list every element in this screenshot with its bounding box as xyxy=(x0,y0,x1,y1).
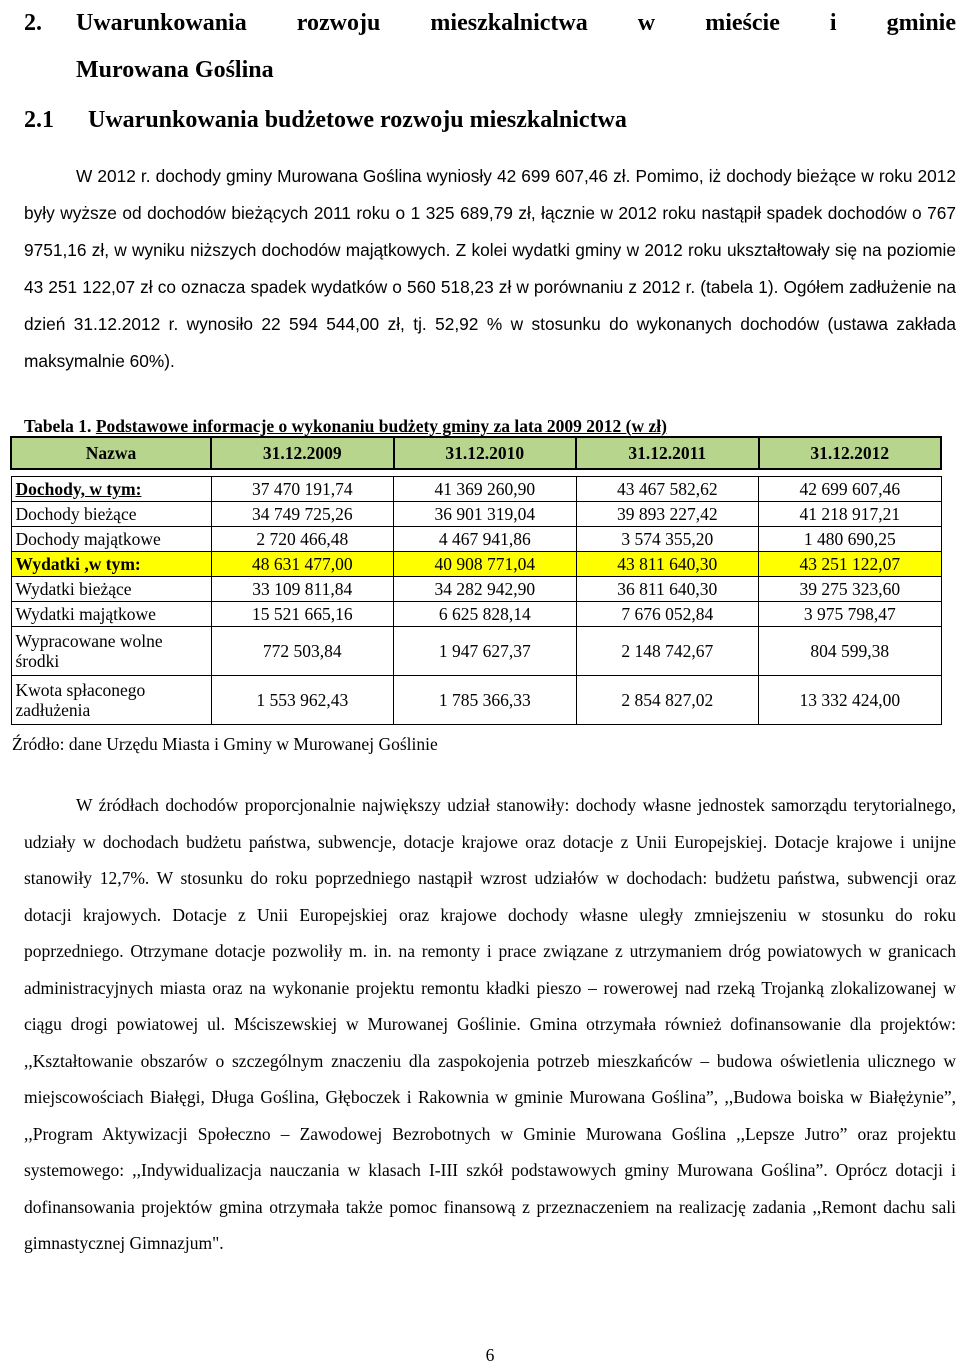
table-cell: 2 854 827,02 xyxy=(576,676,759,725)
table-cell: 39 893 227,42 xyxy=(576,502,759,527)
section-title-line1: Uwarunkowania rozwoju mieszkalnictwa w mieście i gminie xyxy=(76,10,956,36)
table-header-row xyxy=(11,437,941,469)
row-label: Dochody bieżące xyxy=(11,502,211,527)
body-paragraph: W źródłach dochodów proporcjonalnie największy udział stanowiły: dochody własne jednostek samorządu terytorialnego, udziały w dochodach budżetu państwa, subwencje, dotacje krajowe oraz dotacje z Unii Europejskiej. Dotacje krajowe i unijne stanowiły 12,7%. W stosunku do roku poprzedniego nastąpił wzrost udziałów w dochodach: budżetu państwa, subwencji oraz dotacji krajowych. Dotacje z Unii Europejskiej oraz krajowe dochody własne uległy zmniejszeniu w stosunku do roku poprzedniego. Otrzymane dotacje pozwoliły m. in. na remonty i prace związane z utrzymaniem dróg powiatowych w granicach administracyjnych miasta oraz na wykonanie projektu remontu kładki pieszo – rowerowej nad rzeką Trojanką zlokalizowanej w ciągu drogi powiatowej ul. Mściszewskiej w Murowanej Goślinie. Gmina otrzymała również dofinansowanie dla projektów: ,,Kształtowanie obszarów o szczególnym znaczeniu dla zaspokojenia potrzeb mieszkańców – budowa oświetlenia ulicznego w miejscowościach Białęgi, Długa Goślina, Głęboczek i Rakownia w gminie Murowana Goślina”, ,,Budowa boiska w Białężynie”, ,,Program Aktywizacji Społeczno – Zawodowej Bezrobotnych w Gminie Murowana Goślina ,,Lepsze Jutro” oraz projektu systemowego: ,,Indywidualizacja nauczania w klasach I-III szkół podstawowych gminy Murowana Goślina”. Oprócz dotacji i dofinansowania projektów gmina otrzymała także pomoc finansową z przeznaczeniem na realizację zadania ,,Remont dachu sali gimnastycznej Gimnazjum". xyxy=(24,795,956,1253)
table-row xyxy=(11,502,941,527)
section-title-line2: Murowana Goślina xyxy=(76,57,274,83)
table-row xyxy=(11,577,941,602)
table-cell: 42 699 607,46 xyxy=(759,477,942,502)
budget-table xyxy=(10,436,942,725)
table-cell: 33 109 811,84 xyxy=(211,577,394,602)
row-label: Dochody majątkowe xyxy=(11,527,211,552)
row-label: Dochody, w tym: xyxy=(11,477,211,502)
column-header: 31.12.2009 xyxy=(211,437,394,469)
table-cell: 1 480 690,25 xyxy=(759,527,942,552)
table-cell: 41 369 260,90 xyxy=(394,477,577,502)
table-cell: 34 282 942,90 xyxy=(394,577,577,602)
table-cell: 13 332 424,00 xyxy=(759,676,942,725)
subsection-title: Uwarunkowania budżetowe rozwoju mieszkalnictwa xyxy=(88,107,627,133)
table-cell: 2 148 742,67 xyxy=(576,627,759,676)
table-cell: 43 251 122,07 xyxy=(759,552,942,577)
table-row xyxy=(11,527,941,552)
row-label: Wypracowane wolne środki xyxy=(11,627,211,676)
table-cell: 1 947 627,37 xyxy=(394,627,577,676)
table-row xyxy=(11,627,941,676)
row-label: Kwota spłaconego zadłużenia xyxy=(11,676,211,725)
row-label: Wydatki bieżące xyxy=(11,577,211,602)
table-caption xyxy=(24,416,667,436)
column-header: Nazwa xyxy=(11,437,211,469)
table-cell: 34 749 725,26 xyxy=(211,502,394,527)
subsection-heading xyxy=(24,100,627,140)
table-row-highlighted xyxy=(11,552,941,577)
table-cell: 1 553 962,43 xyxy=(211,676,394,725)
table-cell: 2 720 466,48 xyxy=(211,527,394,552)
table-cell: 7 676 052,84 xyxy=(576,602,759,627)
intro-paragraph: W 2012 r. dochody gminy Murowana Goślina wyniosły 42 699 607,46 zł. Pomimo, iż dochody bieżące w roku 2012 były wyższe od dochodów bieżących 2011 roku o 1 325 689,79 zł, łącznie w 2012 roku nastąpił spadek dochodów o 767 9751,16 zł, w wyniku niższych dochodów majątkowych. Z kolei wydatki gminy w 2012 roku ukształtowały się na poziomie 43 251 122,07 zł co oznacza spadek wydatków o 560 518,23 zł w porównaniu z 2012 r. (tabela 1). Ogółem zadłużenie na dzień 31.12.2012 r. wynosiło 22 594 544,00 zł, tj. 52,92 % w stosunku do wykonanych dochodów (ustawa zakłada maksymalnie 60%). xyxy=(24,166,956,371)
table-row xyxy=(11,477,941,502)
table-row xyxy=(11,676,941,725)
table-cell: 804 599,38 xyxy=(759,627,942,676)
section-heading xyxy=(24,0,956,94)
table-cell: 40 908 771,04 xyxy=(394,552,577,577)
table-cell: 3 574 355,20 xyxy=(576,527,759,552)
column-header: 31.12.2012 xyxy=(759,437,942,469)
row-label: Wydatki ,w tym: xyxy=(11,552,211,577)
table-cell: 48 631 477,00 xyxy=(211,552,394,577)
table-cell: 772 503,84 xyxy=(211,627,394,676)
table-caption-label: Tabela 1. xyxy=(24,416,92,436)
table-cell: 43 467 582,62 xyxy=(576,477,759,502)
table-cell: 4 467 941,86 xyxy=(394,527,577,552)
page-number: 6 xyxy=(485,1345,495,1365)
row-label: Wydatki majątkowe xyxy=(11,602,211,627)
table-row xyxy=(11,602,941,627)
table-cell: 36 901 319,04 xyxy=(394,502,577,527)
table-cell: 43 811 640,30 xyxy=(576,552,759,577)
table-source-note: Źródło: dane Urzędu Miasta i Gminy w Murowanej Goślinie xyxy=(12,734,438,754)
table-cell: 3 975 798,47 xyxy=(759,602,942,627)
subsection-number: 2.1 xyxy=(24,107,54,133)
table-cell: 37 470 191,74 xyxy=(211,477,394,502)
table-cell: 6 625 828,14 xyxy=(394,602,577,627)
table-cell: 39 275 323,60 xyxy=(759,577,942,602)
table-cell: 36 811 640,30 xyxy=(576,577,759,602)
section-number: 2. xyxy=(24,10,42,36)
table-cell: 15 521 665,16 xyxy=(211,602,394,627)
table-caption-text: Podstawowe informacje o wykonaniu budżety gminy za lata 2009 2012 (w zł) xyxy=(95,416,667,436)
column-header: 31.12.2010 xyxy=(394,437,577,469)
column-header: 31.12.2011 xyxy=(576,437,759,469)
table-cell: 1 785 366,33 xyxy=(394,676,577,725)
table-cell: 41 218 917,21 xyxy=(759,502,942,527)
